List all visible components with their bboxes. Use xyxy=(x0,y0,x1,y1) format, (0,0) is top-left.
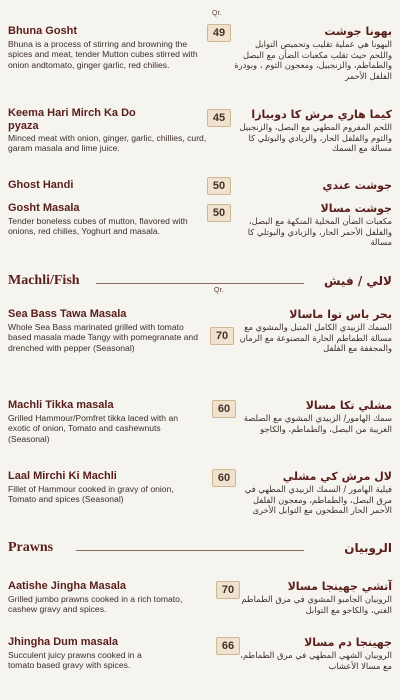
item-price: 70 xyxy=(210,327,234,345)
item-name-en: Jhingha Dum masala xyxy=(8,636,119,648)
item-description-en: Bhuna is a process of stirring and browning the spices and meat, tender Mutton cubes stirred with onion andtomato, ginger garlic, red chilies. xyxy=(8,39,198,70)
section-header-fish xyxy=(0,271,400,293)
item-name-en: Sea Bass Tawa Masala xyxy=(8,308,127,320)
item-name-ar: لال مرش كي مشلي xyxy=(282,470,392,483)
item-price: 60 xyxy=(212,400,236,418)
item-description-ar: سمك الهامور/ الزبيدي المشوي مع الصلصة الغريبة من البصل، والطماطم، والكاجو xyxy=(243,413,392,434)
item-price: 70 xyxy=(216,581,240,599)
item-description-en: Grilled Hammour/Pomfret tikka laced with an exotic of onion, Tomato and cashewnuts (Seasonal) xyxy=(8,413,179,444)
price-column-label: Qr. xyxy=(214,287,224,294)
item-name-ar: جهينجا دم مسالا xyxy=(304,636,392,649)
item-price: 60 xyxy=(212,469,236,487)
section-title-en: Prawns xyxy=(8,540,54,555)
item-name-en: Machli Tikka masala xyxy=(8,399,114,411)
item-name-en: Gosht Masala xyxy=(8,202,80,214)
item-price: 50 xyxy=(207,204,231,222)
item-price: 50 xyxy=(207,177,231,195)
item-name-en: Bhuna Gosht xyxy=(8,25,78,37)
item-name-ar: جوشت عندي xyxy=(322,179,392,192)
item-description-en: Whole Sea Bass marinated grilled with tomato based masala made Tangy with pomegranate and drenched with pepper (Seasonal) xyxy=(8,322,198,353)
section-title-ar: لالي / فيش xyxy=(323,274,392,288)
item-price: 45 xyxy=(207,109,231,127)
item-description-ar: فيلية الهامور / السمك الزبيدي المطهي في مرق البصل، والطماطم، ومعجون الفلفل الأحمر الحار المطحون مع التوابل الأخرى xyxy=(244,484,392,516)
item-name-en: Aatishe Jingha Masala xyxy=(8,580,126,592)
section-divider xyxy=(76,550,304,551)
item-price: 66 xyxy=(216,637,240,655)
section-title-en: Machli/Fish xyxy=(8,273,80,288)
item-description-en: Minced meat with onion, ginger, garlic, chillies, curd, garam masala and lime juice. xyxy=(8,133,207,154)
item-description-ar: اللحم المفروم المطهي مع البصل، والزنجبيل والثوم والفلفل الحار، والزبادي والبوتلي كا مسالة مع السمك xyxy=(239,122,392,154)
item-description-ar: الروبيان الجامبو المشوي في مرق الطماطم الغني، والكاجو مع التوابل xyxy=(241,594,392,615)
price-column-label: Qr. xyxy=(212,10,222,17)
section-title-ar: الروبيان xyxy=(344,541,392,555)
item-description-en: Tender boneless cubes of mutton, flavored with onions, red chilies, Yoghurt and masala. xyxy=(8,216,188,237)
item-name-ar: جوشت مسالا xyxy=(320,202,392,215)
item-description-en: Fillet of Hammour cooked in gravy of onion, Tomato and spices (Seasonal) xyxy=(8,484,174,505)
item-description-ar: الروبيان الشهي المطهي في مرق الطماطم، مع مسالا الأعشاب xyxy=(240,650,392,671)
item-price: 49 xyxy=(207,24,231,42)
item-name-ar: كيما هاري مرش كا دوبيازا xyxy=(251,108,392,121)
item-description-ar: البهونا هي عملية تقليب وتحميص التوابل واللحم حيث تقلب مكعبات الضأن مع البصل والطماطم، والزنجبيل، ومعجون الثوم ، وبودرة الفلفل الأحمر xyxy=(234,39,392,81)
item-description-en: Grilled jumbo prawns cooked in a rich tomato, cashew gravy and spices. xyxy=(8,594,183,615)
item-name-ar: بهونا جوشت xyxy=(324,25,392,38)
section-divider xyxy=(96,283,304,284)
item-name-ar: مشلي تكا مسالا xyxy=(305,399,392,412)
item-description-ar: السمك الزبيدي الكامل المتبل والمشوي مع مسالة الطماطم الحارة المصنوعة مع الرمان والمجففة مع الفلفل xyxy=(239,322,392,354)
item-name-en: Ghost Handi xyxy=(8,179,74,191)
section-header-prawns xyxy=(0,538,400,560)
item-name-en: Keema Hari Mirch Ka Do pyaza xyxy=(8,107,136,132)
item-name-en: Laal Mirchi Ki Machli xyxy=(8,470,117,482)
item-name-ar: آتشي جهينجا مسالا xyxy=(287,580,392,593)
item-description-ar: مكعبات الضأن المخلية المنكهة مع البصل، والفلفل الأحمر الحار، والزبادي والبوتلي كا مسالة xyxy=(247,216,392,248)
item-description-en: Succulent juicy prawns cooked in a tomato based gravy with spices. xyxy=(8,650,142,671)
item-name-ar: بحر باس توا ماسالا xyxy=(289,308,392,321)
